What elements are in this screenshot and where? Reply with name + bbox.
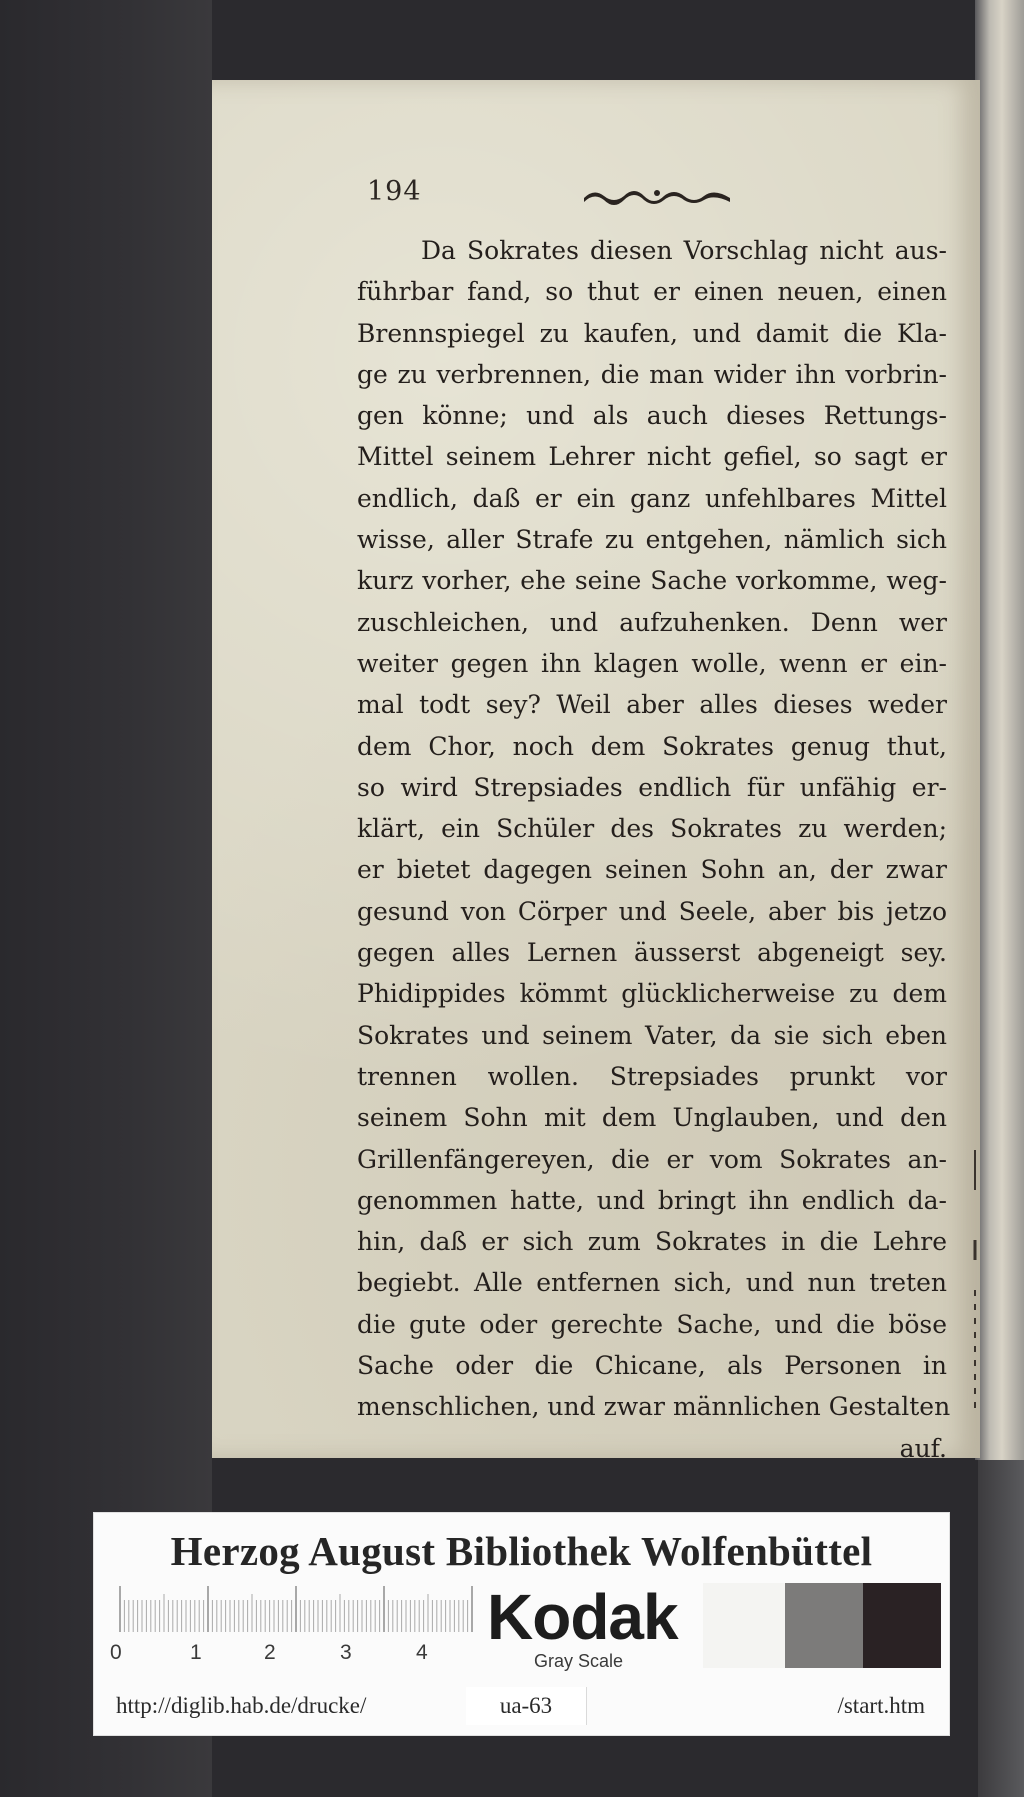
shelfmark-code: ua-63 xyxy=(466,1687,587,1725)
text-line: trennen wollen. Strepsiades prunkt vor xyxy=(357,1061,947,1091)
text-line: kurz vorher, ehe seine Sache vorkomme, weg- xyxy=(357,566,947,596)
text-line: Da Sokrates diesen Vorschlag nicht aus- xyxy=(421,236,947,265)
text-line: Sache oder die Chicane, als Personen in xyxy=(357,1351,947,1381)
text-line: zuschleichen, und aufzuhenken. Denn wer xyxy=(357,607,947,637)
ruler-number: 0 xyxy=(110,1641,122,1664)
catchword: auf. xyxy=(899,1433,947,1463)
text-line: hin, daß er sich zum Sokrates in die Lehre xyxy=(357,1227,947,1257)
text-line: führbar fand, so thut er einen neuen, einen xyxy=(357,277,947,307)
ruler xyxy=(116,1586,476,1634)
text-line: Grillenfängereyen, die er vom Sokrates an- xyxy=(357,1144,947,1174)
gray-scale-label: Gray Scale xyxy=(534,1651,624,1671)
text-line: so wird Strepsiades endlich für unfähig er- xyxy=(357,772,947,802)
ruler-number: 3 xyxy=(340,1641,352,1664)
gray-patch-mid xyxy=(785,1583,863,1668)
target-footer xyxy=(94,1681,949,1731)
header-ornament-icon xyxy=(582,184,732,206)
ruler-number: 2 xyxy=(264,1641,276,1664)
text-line: die gute oder gerechte Sache, und die böse xyxy=(357,1309,947,1339)
text-line: weiter gegen ihn klagen wolle, wenn er ein- xyxy=(357,648,947,678)
kodak-logo: Kodak xyxy=(487,1581,678,1653)
body-text xyxy=(357,230,951,1469)
color-target-card xyxy=(93,1512,950,1736)
text-line: dem Chor, noch dem Sokrates genug thut, xyxy=(357,731,947,761)
text-line: wisse, aller Strafe zu entgehen, nämlich sich xyxy=(357,525,947,555)
scan-background-right xyxy=(978,1460,1024,1797)
text-line: ge zu verbrennen, die man wider ihn vorbrin- xyxy=(357,359,947,389)
ruler-number: 4 xyxy=(416,1641,428,1664)
text-line: begiebt. Alle entfernen sich, und nun treten xyxy=(357,1268,947,1298)
text-line: mal todt sey? Weil aber alles dieses weder xyxy=(357,690,947,720)
text-line: menschlichen, und zwar männlichen Gestalten xyxy=(357,1392,951,1422)
ruler-number: 1 xyxy=(190,1641,202,1664)
margin-marks xyxy=(972,1150,978,1410)
ruler-numbers xyxy=(108,1641,488,1671)
gray-patch-light xyxy=(703,1583,785,1668)
book-page xyxy=(212,80,980,1463)
text-line: er bietet dagegen seinen Sohn an, der zwar xyxy=(357,855,947,885)
gray-patch-dark xyxy=(863,1583,941,1668)
text-line: Sokrates und seinem Vater, da sie sich eben xyxy=(357,1020,947,1050)
text-line: Mittel seinem Lehrer nicht gefiel, so sagt er xyxy=(357,442,947,472)
start-path: /start.htm xyxy=(837,1693,925,1718)
text-line: endlich, daß er ein ganz unfehlbares Mittel xyxy=(357,483,947,513)
page-number: 194 xyxy=(367,176,422,207)
source-url: http://diglib.hab.de/drucke/ xyxy=(116,1693,367,1718)
text-line: gen könne; und als auch dieses Rettungs- xyxy=(357,401,947,431)
next-page-edge xyxy=(975,0,1024,1460)
text-line: gesund von Cörper und Seele, aber bis jetzo xyxy=(357,896,947,926)
library-name: Herzog August Bibliothek Wolfenbüttel xyxy=(170,1528,873,1574)
text-line: klärt, ein Schüler des Sokrates zu werden; xyxy=(357,814,947,844)
text-line: seinem Sohn mit dem Unglauben, und den xyxy=(357,1103,947,1133)
text-line: Brennspiegel zu kaufen, und damit die Kla- xyxy=(357,318,947,348)
text-line: genommen hatte, und bringt ihn endlich da- xyxy=(357,1185,947,1215)
text-line: Phidippides kömmt glücklicherweise zu dem xyxy=(357,979,947,1009)
text-line: gegen alles Lernen äusserst abgeneigt sey. xyxy=(357,938,947,968)
